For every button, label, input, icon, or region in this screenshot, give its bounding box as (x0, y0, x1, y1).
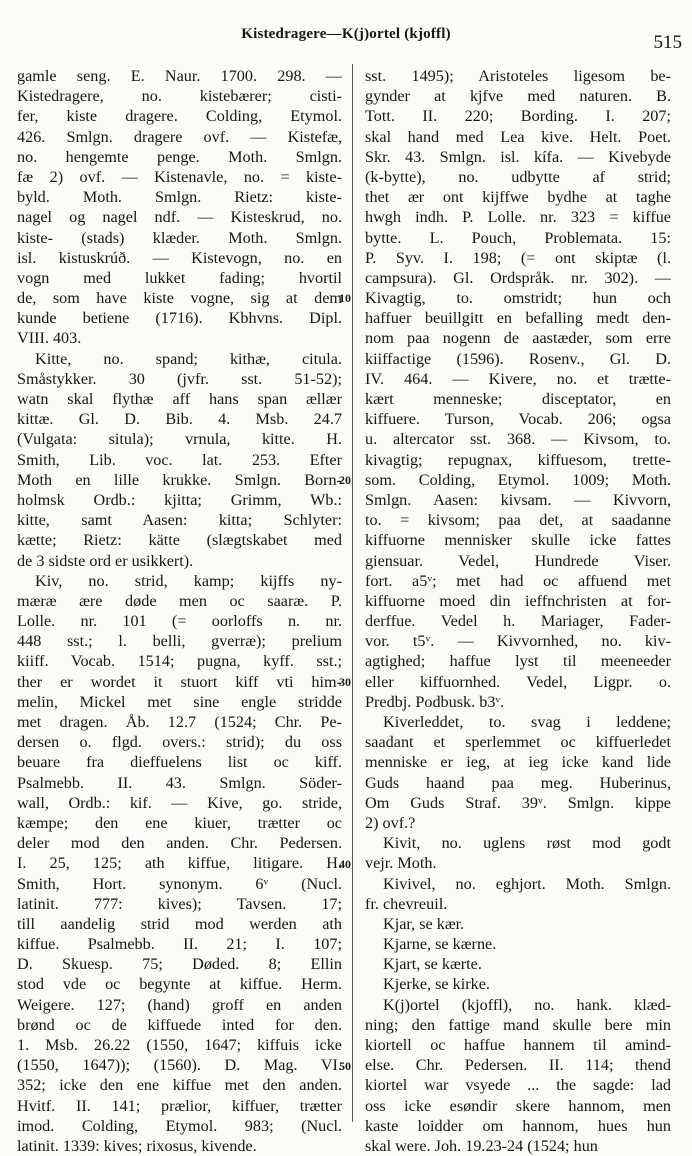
left-column-line: Lolle. nr. 101 (= oorloffs n. nr. (17, 612, 342, 631)
left-column-line: beuare fra dieffuelens list oc kiff. (17, 753, 342, 772)
right-column-line: u. altercator sst. 368. — Kivsom, to. (365, 430, 671, 449)
right-column-line: Kjarne, se kærne. (383, 935, 497, 954)
right-column-line: Kjar, se kær. (383, 914, 465, 933)
left-column-line: 426. Smlgn. dragere ovf. — Kistefæ, (17, 127, 342, 146)
line-number: 20 (339, 473, 351, 487)
left-column-line: 1. Msb. 26.22 (1550, 1647; kiffuis icke (17, 1036, 342, 1054)
right-column-line: Skr. 43. Smlgn. isl. kífa. — Kivebyde (365, 147, 671, 166)
page-number: 515 (653, 32, 682, 53)
left-column-line: deler mod den anden. Chr. Pedersen. (17, 834, 342, 853)
left-column-line: stod vde oc begynte at kiffue. Herm. (17, 975, 342, 994)
left-column-line: watn skal flythæ aff hans span ællær (17, 390, 342, 408)
right-column-line: Om Guds Straf. 39ᵛ. Smlgn. kippe (365, 793, 671, 812)
left-column-line: nagel og nagel ndf. — Kisteskrud, no. (17, 208, 342, 227)
right-column-line: kært menneske; disceptator, en (365, 390, 671, 408)
left-column-line: latinit. 777: kives); Tavsen. 17; (17, 894, 342, 913)
right-column-line: bytte. L. Pouch, Problemata. 15: (365, 228, 671, 247)
right-column-line: fr. chevreuil. (365, 894, 448, 913)
right-column-line: kiffuorne mennisker skulle icke fattes (365, 531, 671, 550)
right-column-line: saadant et sperlemmet oc kiffuerledet (365, 733, 671, 752)
right-column-line: else. Chr. Pedersen. II. 114; thend (365, 1056, 671, 1075)
left-column-line: D. Skuesp. 75; Døded. 8; Ellin (17, 955, 342, 974)
right-column-line: Tott. II. 220; Bording. I. 207; (365, 107, 671, 126)
left-column-line: melin, Mickel met sine engle stridde (17, 692, 342, 711)
right-column-line: agtighed; haffue lyst til meeneeder (365, 652, 671, 671)
right-column-line: kiffuorne moed din ieffnchristen at for- (365, 591, 671, 610)
right-column-line: haffuer beuillgitt en befalling medt den- (365, 309, 671, 328)
left-column-line: Kiv, no. strid, kamp; kijffs ny- (35, 571, 342, 590)
right-column-line: Smlgn. Aasen: kivsam. — Kivvorn, (365, 490, 671, 509)
right-column-line: Predbj. Podbusk. b3ᵛ. (365, 692, 505, 711)
right-column-line: vor. t5ᵛ. — Kivvornhed, no. kiv- (365, 632, 671, 651)
right-column-line: kiortell oc haffue hannem til amind- (365, 1036, 671, 1054)
left-column-line: mæræ ære døde men oc saaræ. P. (17, 591, 342, 610)
left-column-line: kitte, samt Aasen: kitta; Schlyter: (17, 511, 342, 530)
left-column-line: kæmpe; den ene kiuer, trætter oc (17, 813, 342, 832)
line-number: 40 (339, 856, 351, 871)
right-column-line: Guds haand paa meg. Huberinus, (365, 773, 671, 792)
left-column-line: wall, Ordb.: kif. — Kive, go. stride, (17, 793, 342, 812)
left-column-line: fer, kiste dragere. Colding, Etymol. (17, 107, 342, 126)
left-column-line: byld. Moth. Smlgn. Rietz: kiste- (17, 188, 342, 207)
left-column-line: Småstykker. 30 (jvfr. sst. 51-52); (17, 369, 342, 388)
right-column (365, 66, 671, 1156)
running-head: Kistedragere—K(j)ortel (kjoffl) (241, 26, 451, 42)
right-column-line: kiortel war vsyede ... the sagde: lad (365, 1076, 671, 1095)
right-column-line: derffue. Vedel h. Mariager, Fader- (365, 612, 671, 631)
left-column-line: kiffue. Psalmebb. II. 21; I. 107; (17, 935, 342, 954)
left-column-line: kiste- (stads) klæder. Moth. Smlgn. (17, 228, 342, 247)
left-column-line: Hvitf. II. 141; prælior, kiffuer, trætter (17, 1096, 342, 1115)
left-column-line: de, som have kiste vogne, sig at dem (17, 289, 342, 308)
line-number: 30 (339, 675, 351, 689)
left-column-line: dersen o. flgd. overs.: strid); du oss (17, 733, 342, 752)
right-column-line: campsura). Gl. Ordspråk. nr. 302). — (365, 268, 671, 287)
right-column-line: sst. 1495); Aristoteles ligesom be- (365, 67, 671, 85)
right-column-line: kivagtig; repugnax, kiffuesom, trette- (365, 450, 671, 469)
right-column-line: Kivivel, no. eghjort. Moth. Smlgn. (383, 874, 671, 893)
right-column-line: vejr. Moth. (365, 854, 437, 873)
right-column-line: P. Syv. I. 198; (= ont skiptæ (l. (365, 248, 671, 267)
right-column-line: fort. a5ᵛ; met had oc affuend met (365, 571, 671, 590)
right-column-line: Kjerke, se kirke. (383, 975, 490, 994)
left-column-line: Psalmebb. II. 43. Smlgn. Söder- (17, 773, 342, 792)
right-column-line: nom paa nogenn de aastæder, som erre (365, 329, 671, 348)
line-number: 10 (339, 291, 351, 306)
left-column-line: Kistedragere, no. kistebærer; cisti- (17, 87, 342, 106)
right-column-line: kiffuere. Turson, Vocab. 206; ogsa (365, 410, 671, 429)
right-column-line: Kiverleddet, to. svag i leddene; (383, 713, 671, 731)
right-column-line: menniske er ieg, at ieg icke kand lide (365, 753, 671, 772)
left-column-line: I. 25, 125; ath kiffue, litigare. H. (17, 854, 342, 873)
left-column-line: Smith, Hort. synonym. 6ᵛ (Nucl. (17, 874, 342, 893)
right-column-line: thet ær ont kijffwe bydhe at taghe (365, 188, 671, 207)
left-column-line: met dragen. Åb. 12.7 (1524; Chr. Pe- (17, 713, 342, 731)
left-column-line: till aandelig strid mod werden ath (17, 914, 342, 933)
left-column-line: ther er wordet it stuort kiff vti him- (17, 672, 342, 691)
left-column-line: VIII. 403. (17, 329, 82, 348)
right-column-line: oss icke esøndir skere hannom, men (365, 1096, 671, 1115)
right-column-line: ning; den fattige mand skulle bere min (365, 1015, 671, 1034)
left-column-line: kiiff. Vocab. 1514; pugna, kyff. sst.; (17, 652, 342, 671)
left-column-line: Moth en lille krukke. Smlgn. Born- (17, 470, 342, 489)
left-column (17, 66, 342, 1156)
left-column-line: fæ 2) ovf. — Kistenavle, no. = kiste- (17, 167, 342, 186)
right-column-line: gynder at kjfve med naturen. B. (365, 87, 671, 106)
right-column-line: skal were. Joh. 19.23-24 (1524; hun (365, 1136, 598, 1155)
left-column-line: (Vulgata: situla); vrnula, kitte. H. (17, 430, 342, 449)
left-column-line: gamle seng. E. Naur. 1700. 298. — (17, 67, 342, 85)
left-column-line: Weigere. 127; (hand) groff en anden (17, 995, 342, 1014)
right-column-line: giensuar. Vedel, Hundrede Viser. (365, 551, 671, 570)
left-column-line: 448 sst.; l. belli, gverræ); prelium (17, 632, 342, 651)
left-column-line: (1550, 1647)); (1560). D. Mag. VI. (17, 1056, 342, 1075)
left-column-line: brønd oc de kiffuede inted for den. (17, 1015, 342, 1034)
left-column-line: 352; icke den ene kiffue met den anden. (17, 1076, 342, 1095)
left-column-line: holmsk Ordb.: kjitta; Grimm, Wb.: (17, 490, 342, 509)
right-column-line: K(j)ortel (kjoffl), no. hank. klæd- (383, 995, 671, 1014)
left-column-line: kunde betiene (1716). Kbhvns. Dipl. (17, 309, 342, 328)
right-column-line: eller kiffuornhed. Vedel, Ligpr. o. (365, 672, 671, 691)
right-column-line: skal hand med Lea kive. Helt. Poet. (365, 127, 671, 146)
right-column-line: Kivagtig, to. omstridt; hun och (365, 289, 671, 308)
right-column-line: Kivit, no. uglens røst mod godt (383, 834, 671, 853)
right-column-line: to. = kivsom; paa det, at saadanne (365, 511, 671, 530)
left-column-line: no. hengemte penge. Moth. Smlgn. (17, 147, 342, 166)
right-column-line: Kjart, se kærte. (383, 955, 482, 974)
column-divider (352, 64, 353, 1122)
line-number: 50 (339, 1058, 351, 1073)
right-column-line: som. Colding, Etymol. 1009; Moth. (365, 470, 671, 489)
right-column-line: kiiffactige (1596). Rosenv., Gl. D. (365, 349, 671, 368)
left-column-line: isl. kistuskrúð. — Kistevogn, no. en (17, 248, 342, 267)
left-column-line: imod. Colding, Etymol. 983; (Nucl. (17, 1116, 342, 1135)
left-column-line: latinit. 1339: kives; rixosus, kivende. (17, 1136, 257, 1155)
left-column-line: de 3 sidste ord er usikkert). (17, 551, 194, 570)
left-column-line: kittæ. Gl. D. Bib. 4. Msb. 24.7 (17, 410, 342, 429)
right-column-line: (k-bytte), no. udbytte af strid; (365, 167, 671, 186)
right-column-line: hwgh indh. P. Lolle. nr. 323 = kiffue (365, 208, 671, 227)
left-column-line: Smith, Lib. voc. lat. 253. Efter (17, 450, 342, 469)
left-column-line: kætte; Rietz: kätte (slægtskabet med (17, 531, 342, 550)
right-column-line: IV. 464. — Kivere, no. et trætte- (365, 369, 671, 388)
right-column-line: kaste loidder om hannom, hues hun (365, 1116, 671, 1135)
right-column-line: 2) ovf.? (365, 813, 416, 832)
left-column-line: vogn med lukket fading; hvortil (17, 268, 342, 287)
left-column-line: Kitte, no. spand; kithæ, citula. (35, 349, 342, 368)
